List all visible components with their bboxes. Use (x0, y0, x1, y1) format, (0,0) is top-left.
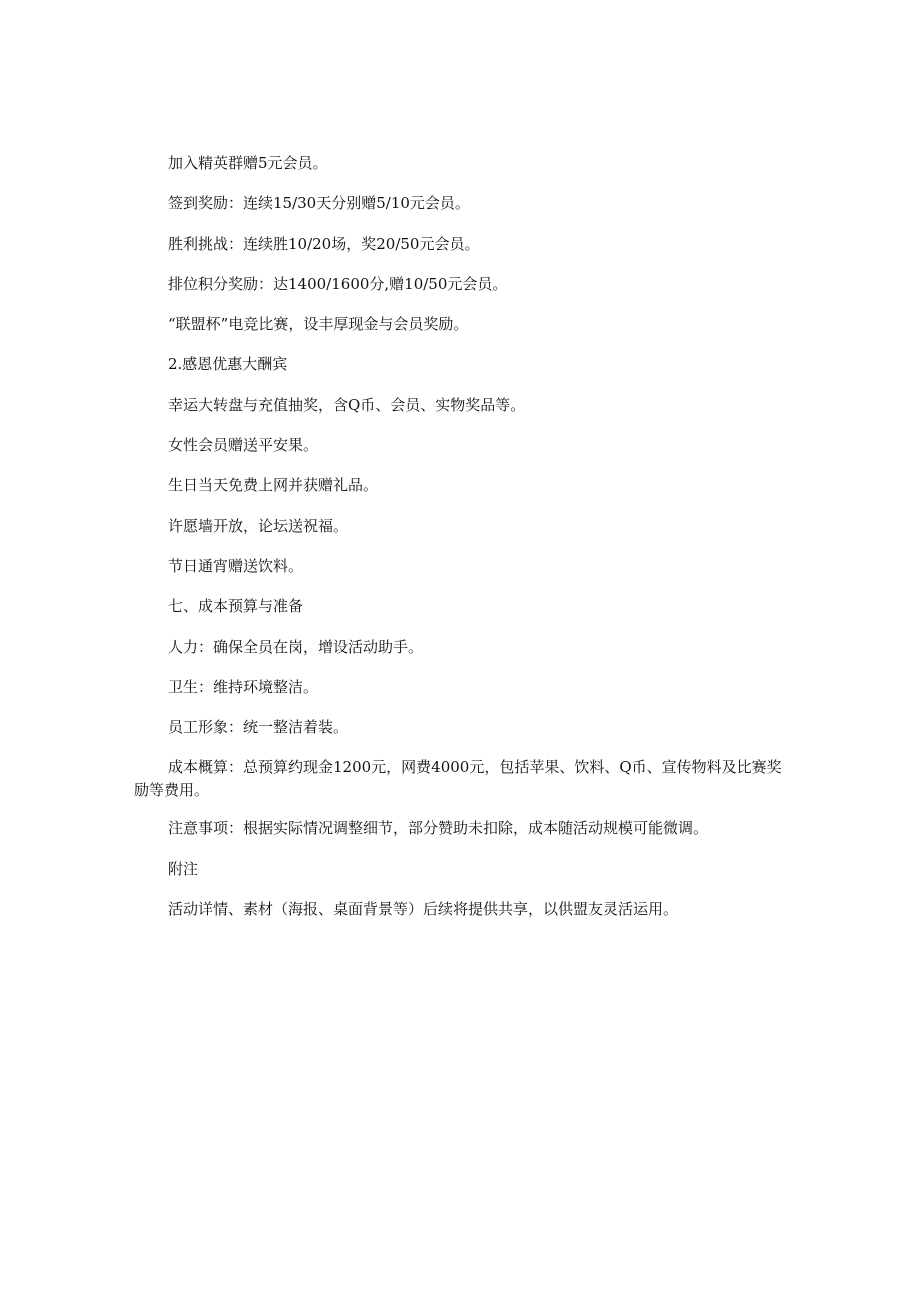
paragraph-manpower: 人力：确保全员在岗，增设活动助手。 (168, 637, 424, 656)
paragraph-birthday: 生日当天免费上网并获赠礼品。 (168, 476, 379, 495)
document-body (134, 152, 794, 938)
paragraph-staff-image: 员工形象：统一整洁着装。 (168, 718, 349, 737)
paragraph-notes: 注意事项：根据实际情况调整细节，部分赞助未扣除，成本随活动规模可能微调。 (168, 819, 709, 838)
paragraph-hygiene: 卫生：维持环境整洁。 (168, 677, 319, 696)
paragraph-cost-estimate: 成本概算：总预算约现金1200元，网费4000元，包括苹果、饮料、Q币、宣传物料及比赛奖励等费用。 (134, 758, 782, 800)
paragraph-female-members: 女性会员赠送平安果。 (168, 436, 319, 455)
section-heading-thanksgiving: 2.感恩优惠大酬宾 (168, 355, 288, 374)
paragraph-rank-reward: 排位积分奖励：达1400/1600分,赠10/50元会员。 (168, 274, 508, 293)
paragraph-checkin-reward: 签到奖励：连续15/30天分别赠5/10元会员。 (168, 194, 470, 213)
paragraph-league-cup: “联盟杯”电竞比赛，设丰厚现金与会员奖励。 (168, 315, 469, 334)
paragraph-win-challenge: 胜利挑战：连续胜10/20场，奖20/50元会员。 (168, 234, 480, 253)
section-heading-appendix: 附注 (168, 859, 199, 878)
paragraph-materials: 活动详情、素材（海报、桌面背景等）后续将提供共享，以供盟友灵活运用。 (168, 900, 679, 919)
paragraph-elite-group: 加入精英群赠5元会员。 (168, 154, 328, 172)
paragraph-lucky-wheel: 幸运大转盘与充值抽奖，含Q币、会员、实物奖品等。 (168, 395, 526, 414)
section-heading-budget: 七、成本预算与准备 (168, 597, 304, 616)
paragraph-wish-wall: 许愿墙开放，论坛送祝福。 (168, 516, 349, 535)
paragraph-holiday-drinks: 节日通宵赠送饮料。 (168, 556, 304, 575)
